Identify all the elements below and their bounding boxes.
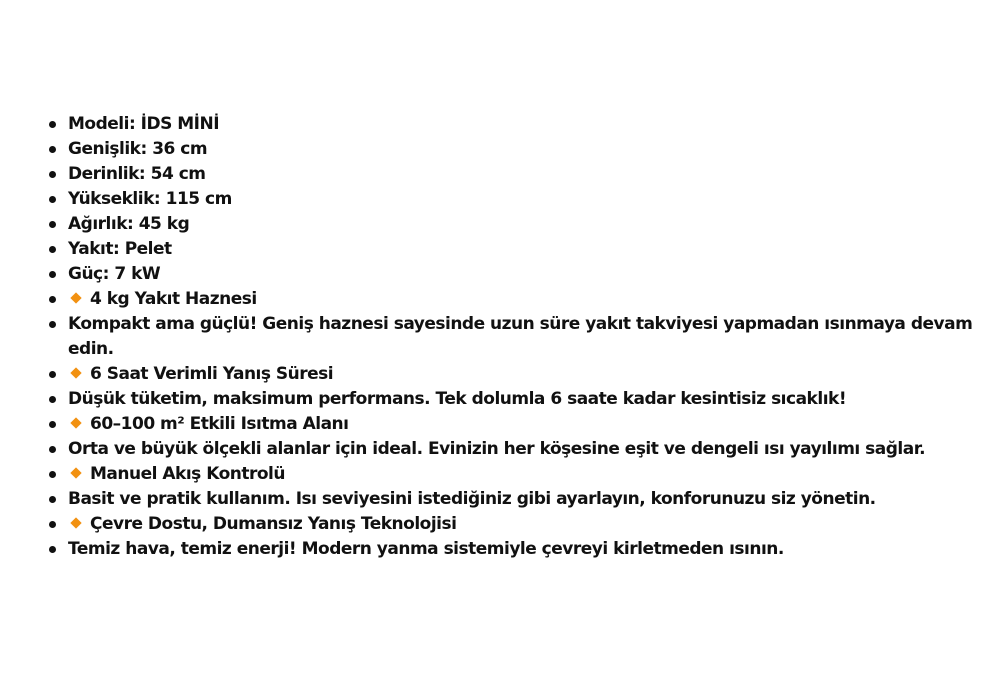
bullet-icon <box>49 321 56 328</box>
orange-diamond-icon <box>70 517 81 528</box>
product-spec-list <box>40 112 978 562</box>
bullet-icon <box>49 421 56 428</box>
item-text: Güç: 7 kW <box>68 264 161 284</box>
spec-list-item <box>68 312 978 362</box>
bullet-icon <box>49 471 56 478</box>
item-text: Manuel Akış Kontrolü <box>90 464 285 484</box>
spec-list-item <box>68 387 978 412</box>
spec-list-item <box>68 537 978 562</box>
spec-list-item <box>68 187 978 212</box>
spec-list-item <box>68 162 978 187</box>
bullet-icon <box>49 296 56 303</box>
feature-heading-item <box>68 412 978 437</box>
item-text: 6 Saat Verimli Yanış Süresi <box>90 364 334 384</box>
bullet-icon <box>49 446 56 453</box>
bullet-icon <box>49 271 56 278</box>
feature-heading-item <box>68 287 978 312</box>
orange-diamond-icon <box>70 467 81 478</box>
bullet-icon <box>49 146 56 153</box>
spec-list-item <box>68 212 978 237</box>
item-text: Derinlik: 54 cm <box>68 164 206 184</box>
item-text: Genişlik: 36 cm <box>68 139 208 159</box>
feature-heading-item <box>68 362 978 387</box>
item-text: Kompakt ama güçlü! Geniş haznesi sayesinde uzun süre yakıt takviyesi yapmadan ısınmaya devam edin. <box>68 314 973 359</box>
spec-list-item <box>68 137 978 162</box>
spec-list-item <box>68 487 978 512</box>
bullet-icon <box>49 371 56 378</box>
bullet-icon <box>49 171 56 178</box>
bullet-icon <box>49 546 56 553</box>
bullet-icon <box>49 221 56 228</box>
bullet-icon <box>49 521 56 528</box>
orange-diamond-icon <box>70 367 81 378</box>
item-text: Temiz hava, temiz enerji! Modern yanma sistemiyle çevreyi kirletmeden ısının. <box>68 539 784 559</box>
item-text: 4 kg Yakıt Haznesi <box>90 289 257 309</box>
item-text: Modeli: İDS MİNİ <box>68 114 220 134</box>
bullet-icon <box>49 396 56 403</box>
item-text: Ağırlık: 45 kg <box>68 214 190 234</box>
orange-diamond-icon <box>70 292 81 303</box>
spec-list-item <box>68 437 978 462</box>
item-text: Orta ve büyük ölçekli alanlar için ideal. Evinizin her köşesine eşit ve dengeli ısı yayılımı sağlar. <box>68 439 926 459</box>
item-text: Çevre Dostu, Dumansız Yanış Teknolojisi <box>90 514 457 534</box>
item-text: Düşük tüketim, maksimum performans. Tek dolumla 6 saate kadar kesintisiz sıcaklık! <box>68 389 847 409</box>
item-text: Yakıt: Pelet <box>68 239 172 259</box>
feature-heading-item <box>68 462 978 487</box>
bullet-icon <box>49 246 56 253</box>
item-text: Basit ve pratik kullanım. Isı seviyesini istediğiniz gibi ayarlayın, konforunuzu siz yönetin. <box>68 489 876 509</box>
spec-list-item <box>68 237 978 262</box>
spec-list-item <box>68 262 978 287</box>
spec-list-item <box>68 112 978 137</box>
bullet-icon <box>49 121 56 128</box>
orange-diamond-icon <box>70 417 81 428</box>
bullet-icon <box>49 496 56 503</box>
item-text: 60–100 m² Etkili Isıtma Alanı <box>90 414 349 434</box>
feature-heading-item <box>68 512 978 537</box>
item-text: Yükseklik: 115 cm <box>68 189 232 209</box>
bullet-icon <box>49 196 56 203</box>
